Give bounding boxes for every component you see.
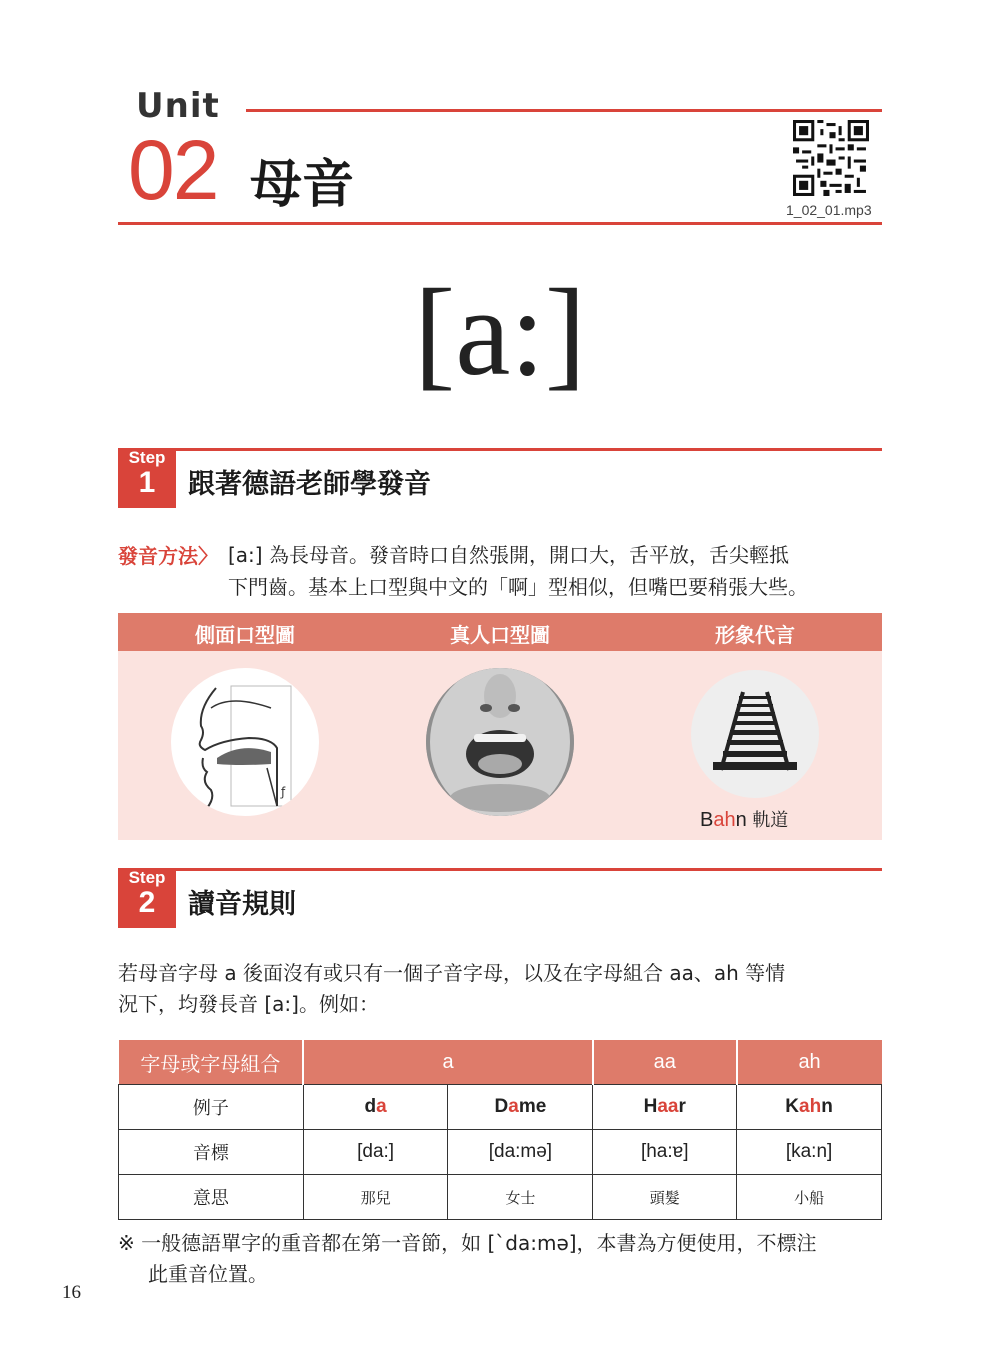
word-highlight: aa — [657, 1096, 679, 1117]
header-rule-top — [246, 109, 882, 112]
meaning-cell: 小船 — [737, 1175, 882, 1220]
mnemonic-highlight: ah — [713, 809, 736, 831]
header-side-view: 側面口型圖 — [195, 623, 295, 647]
examples-table — [118, 1040, 882, 1220]
word-part: d — [364, 1096, 377, 1117]
table-header-cell: aa — [593, 1040, 737, 1085]
unit-title: 母音 — [250, 155, 355, 215]
meaning-cell: 頭髮 — [593, 1175, 737, 1220]
step1-title: 跟著德語老師學發音 — [188, 469, 431, 500]
phonetic-cell: [da:mə] — [448, 1130, 593, 1175]
step2-title: 讀音規則 — [188, 889, 296, 920]
word-part: n — [821, 1096, 833, 1117]
unit-number: 02 — [128, 123, 218, 217]
phonetic-cell: [ha:ɐ] — [593, 1130, 737, 1175]
svg-text:ƒ: ƒ — [281, 785, 286, 799]
table-row — [119, 1130, 882, 1175]
row-label: 音標 — [119, 1130, 304, 1175]
word-part: H — [643, 1096, 658, 1117]
mnemonic-word — [700, 806, 788, 832]
mnemonic-suffix: n — [735, 809, 747, 831]
step2-word: Step — [128, 868, 166, 887]
word-part: K — [785, 1096, 800, 1117]
word-part: me — [518, 1096, 547, 1117]
meaning-cell: 那兒 — [303, 1175, 448, 1220]
example-word — [448, 1085, 593, 1130]
method-line1: [a:] 為長母音。發音時口自然張開，開口大，舌平放，舌尖輕抵 — [228, 543, 789, 567]
table-header-cell: ah — [737, 1040, 882, 1085]
footnote-line1: ※ 一般德語單字的重音都在第一音節，如 [`da:mə]，本書為方便使用，不標注 — [118, 1231, 817, 1255]
audio-file-label: 1_02_01.mp3 — [786, 202, 872, 218]
step1-badge — [118, 448, 176, 508]
header-mnemonic: 形象代言 — [715, 623, 795, 647]
table-header-cell: 字母或字母組合 — [119, 1040, 304, 1085]
row-label: 意思 — [119, 1175, 304, 1220]
page-number: 16 — [62, 1282, 81, 1303]
phonetic-symbol: [a:] — [413, 264, 587, 401]
side-mouth-diagram — [171, 668, 319, 816]
step1-number: 1 — [138, 466, 156, 499]
image-panel-header — [118, 613, 882, 651]
table-row — [119, 1175, 882, 1220]
railway-track-icon — [691, 670, 819, 798]
step2-rule — [118, 868, 882, 871]
table-header-row — [119, 1040, 882, 1085]
example-word — [303, 1085, 448, 1130]
example-word — [737, 1085, 882, 1130]
header-rule-bottom — [118, 222, 882, 225]
example-word — [593, 1085, 737, 1130]
row-label: 例子 — [119, 1085, 304, 1130]
step2-number: 2 — [138, 886, 156, 919]
mnemonic-prefix: B — [700, 809, 714, 831]
word-part: r — [678, 1096, 686, 1117]
unit-label: Unit — [136, 86, 220, 126]
step2-badge — [118, 868, 176, 928]
header-real-mouth: 真人口型圖 — [450, 623, 550, 647]
word-highlight: ah — [799, 1096, 822, 1117]
rule-line1: 若母音字母 a 後面沒有或只有一個子音字母，以及在字母組合 aa、ah 等情 — [118, 961, 786, 985]
real-mouth-photo — [426, 668, 574, 816]
step1-word: Step — [128, 448, 166, 467]
table-row — [119, 1085, 882, 1130]
table-header-cell: a — [303, 1040, 593, 1085]
method-label: 發音方法〉 — [118, 544, 218, 568]
phonetic-cell: [ka:n] — [737, 1130, 882, 1175]
word-highlight: a — [508, 1096, 519, 1117]
qr-code-icon[interactable] — [793, 120, 869, 196]
word-highlight: a — [376, 1096, 387, 1117]
rule-line2: 況下，均發長音 [a:]。例如： — [118, 992, 379, 1016]
step1-rule — [118, 448, 882, 451]
phonetic-cell: [da:] — [303, 1130, 448, 1175]
method-line2: 下門齒。基本上口型與中文的「啊」型相似，但嘴巴要稍張大些。 — [228, 575, 808, 599]
footnote-line2: 此重音位置。 — [148, 1262, 268, 1286]
word-part: D — [494, 1096, 509, 1117]
meaning-cell: 女士 — [448, 1175, 593, 1220]
mnemonic-meaning: 軌道 — [752, 810, 789, 831]
